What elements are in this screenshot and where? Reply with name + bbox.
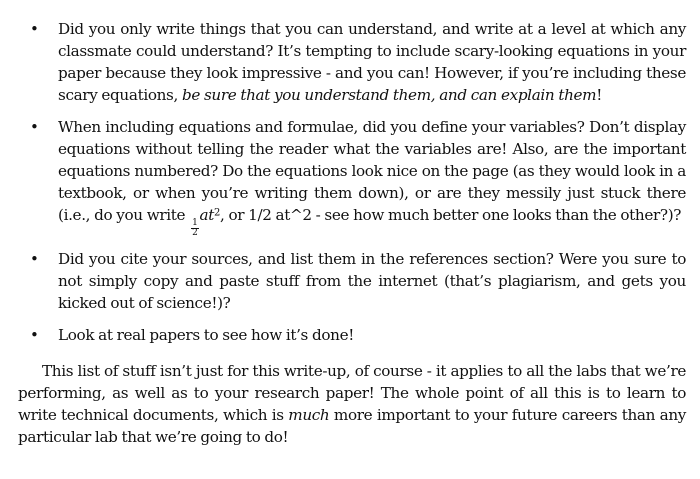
list-item-equations	[18, 116, 686, 238]
document-page	[18, 18, 686, 448]
list-item-real-papers	[18, 324, 686, 346]
item-text: When including equations and formulae, did you define your variables? Don’t display equations without telling the reader what the variables are! Also, are the important equations numbered? Do the equations look nice on the page (as they would look in a textbook, or when you’re writing them down), or are they messily just stuck there (i.e., do you write	[58, 118, 686, 224]
fraction-one-half	[191, 219, 198, 238]
fraction-denominator: 2	[192, 227, 198, 238]
item-text: Did you only write things that you can understand, and write at a level at which any classmate could understand? It’s tempting to include scary-looking equations in your paper because they look impressive - and you can! However, if you’re including these scary equations,	[58, 20, 686, 104]
bullet-icon: •	[30, 118, 39, 136]
item-text: Did you cite your sources, and list them in the references section? Were you sure to not simply copy and paste stuff from the internet (that’s plagiarism, and gets you kicked out of science!)?	[58, 249, 686, 312]
closing-emphasis: much	[288, 405, 330, 424]
closing-text-end: more important to your future careers than any particular lab that we’re going to do!	[18, 405, 686, 446]
bullet-icon: •	[30, 20, 39, 38]
list-item-understanding	[18, 18, 686, 106]
closing-text: This list of stuff isn’t just for this write-up, of course - it applies to all the labs that we’re performing, as well as to your research paper! The whole point of all this is to learn to write technical documents, which is	[18, 361, 686, 424]
fraction-numerator: 1	[192, 217, 198, 228]
list-item-sources	[18, 248, 686, 314]
bullet-icon: •	[30, 249, 39, 268]
item-text: Look at real papers to see how it’s done!	[58, 325, 354, 344]
bullet-icon: •	[30, 325, 39, 344]
closing-paragraph	[18, 360, 686, 448]
item-text-end: !	[596, 86, 602, 104]
item-text-end: , or 1/2 at^2 - see how much better one looks than the other?)?	[220, 206, 682, 224]
math-variable: at	[199, 206, 215, 224]
math-exponent: 2	[214, 207, 221, 219]
item-emphasis: be sure that you understand them, and can explain them	[181, 86, 597, 104]
checklist	[18, 18, 686, 346]
